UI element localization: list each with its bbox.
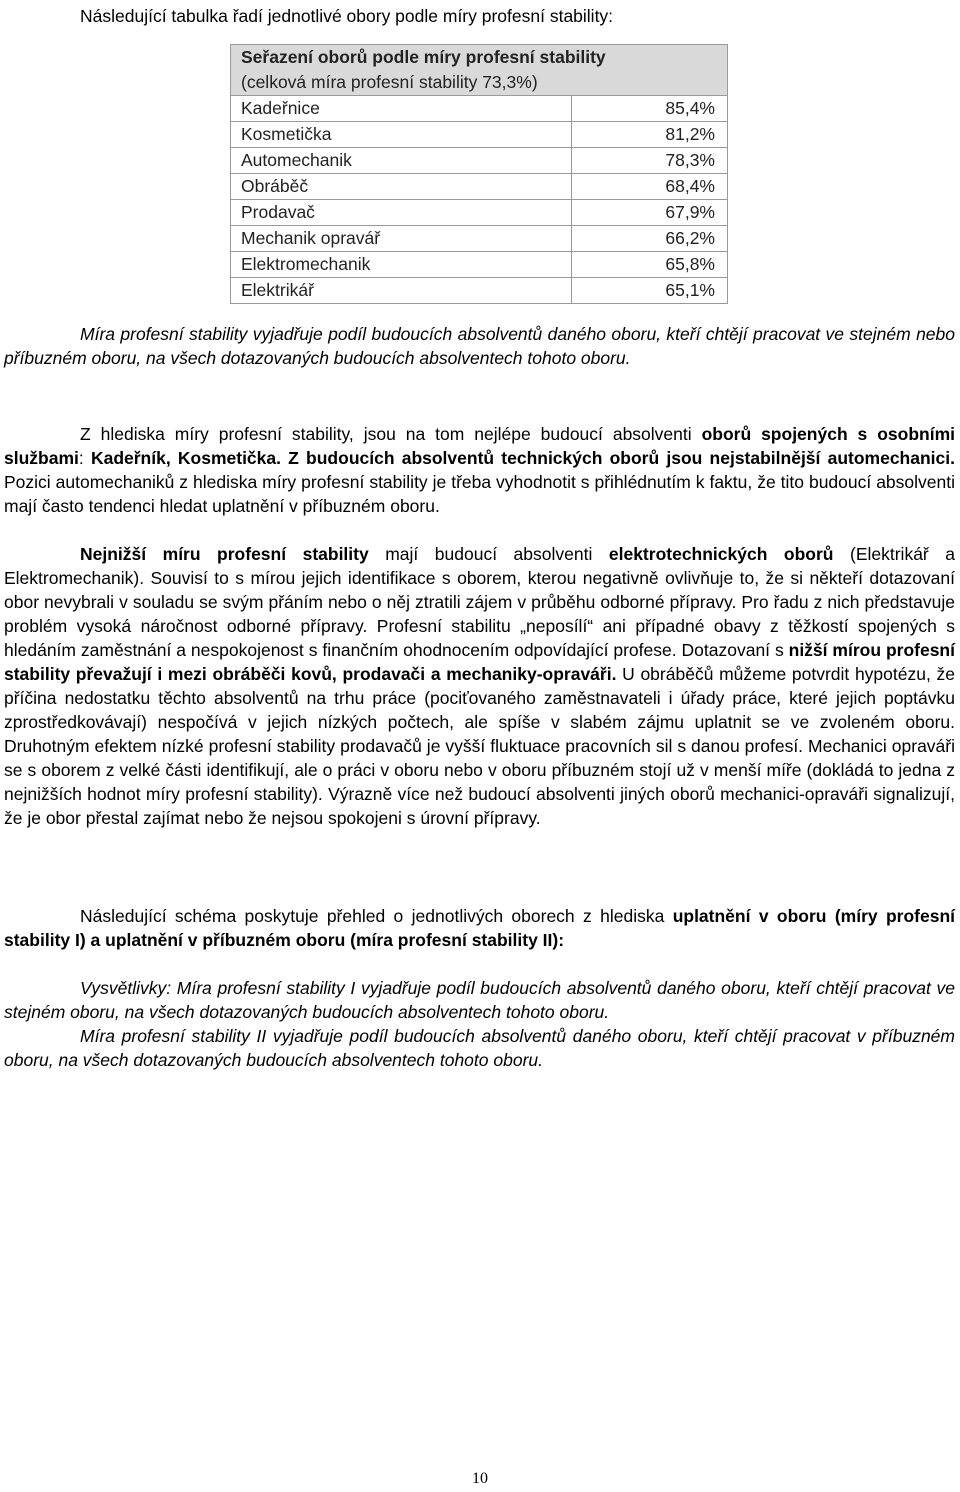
field-name: Elektrikář bbox=[231, 278, 572, 304]
table-row bbox=[231, 174, 728, 200]
stability-table bbox=[230, 44, 728, 304]
table-row bbox=[231, 148, 728, 174]
stability-value: 65,1% bbox=[571, 278, 727, 304]
stability-value: 67,9% bbox=[571, 200, 727, 226]
p2-text-f: U obráběčů můžeme potvrdit hypotézu, že příčina nedostatku těchto absolventů na trhu práce (pociťovaného zaměstnavateli i úřady práce, které jejich poptávku zprostředkovávají) nespočívá v jejich nízkých počtech, ale spíše v slabém zájmu uplatnit se ve zvoleném oboru. Druhotným efektem nízké profesní stability prodavačů je vyšší fluktuace pracovních sil s danou profesí. Mechanici opraváři se s oborem z velké části identifikují, ale o práci v oboru nebo v oboru příbuzném stojí už v menší míře (dokládá to jedna z nejnižších hodnot míry profesní stability). Výrazně více než budoucí absolventi jiných oborů mechanici-opraváři signalizují, že je obor přestal zajímat nebo že nejsou spokojeni s úrovní přípravy. bbox=[4, 664, 955, 828]
p3-bold-b: uplatnění v oboru (míry profesní stability I) a uplatnění v příbuzném oboru (míra profesní stability II): bbox=[4, 906, 955, 950]
table-row bbox=[231, 252, 728, 278]
p2-text-d: (Elektrikář a Elektromechanik). Souvisí to s mírou jejich identifikace s oborem, kterou negativně ovlivňuje to, že si někteří dotazovaní obor nevybrali v souladu se svým přáním nebo o něj ztratili zájem v průběhu odborné přípravy. Pro řadu z nich představuje problém vysoká náročnost odborné přípravy. Profesní stabilitu „neposílí“ ani případné obavy z těžkostí spojených s hledáním zaměstnání a nespokojenost s finančním ohodnocením odpovídající profese. Dotazovaní s bbox=[4, 544, 955, 660]
table-header-row bbox=[231, 45, 728, 71]
p1-text-a: Z hlediska míry profesní stability, jsou na tom nejlépe budoucí absolventi bbox=[80, 424, 702, 444]
table-row bbox=[231, 122, 728, 148]
explanation-2-text: Míra profesní stability II vyjadřuje podíl budoucích absolventů daného oboru, kteří chtějí pracovat v příbuzném oboru, na všech dotazovaných budoucích absolventech tohoto oboru. bbox=[4, 1026, 955, 1070]
p2-bold-c: elektrotechnických oborů bbox=[608, 544, 834, 564]
p3-text-a: Následující schéma poskytuje přehled o jednotlivých oborech z hlediska bbox=[80, 906, 673, 926]
field-name: Obráběč bbox=[231, 174, 572, 200]
field-name: Kosmetička bbox=[231, 122, 572, 148]
explanation-1 bbox=[4, 976, 955, 1024]
paragraph-2 bbox=[4, 542, 955, 830]
paragraph-1 bbox=[4, 422, 955, 518]
field-name: Prodavač bbox=[231, 200, 572, 226]
table-row bbox=[231, 226, 728, 252]
p2-text-b: mají budoucí absolventi bbox=[368, 544, 609, 564]
table-subtitle: (celková míra profesní stability 73,3%) bbox=[231, 70, 728, 96]
table-row bbox=[231, 200, 728, 226]
field-name: Mechanik opravář bbox=[231, 226, 572, 252]
page-number: 10 bbox=[472, 1470, 488, 1487]
stability-value: 85,4% bbox=[571, 96, 727, 122]
p2-bold-a: Nejnižší míru profesní stability bbox=[80, 544, 369, 564]
field-name: Elektromechanik bbox=[231, 252, 572, 278]
explanation-1-text: Vysvětlivky: Míra profesní stability I vyjadřuje podíl budoucích absolventů daného oboru, kteří chtějí pracovat ve stejném oboru, na všech dotazovaných budoucích absolventech tohoto oboru. bbox=[4, 978, 955, 1022]
table-subtitle-row bbox=[231, 70, 728, 96]
field-name: Kadeřnice bbox=[231, 96, 572, 122]
stability-value: 78,3% bbox=[571, 148, 727, 174]
field-name: Automechanik bbox=[231, 148, 572, 174]
p1-text-e: Pozici automechaniků z hlediska míry profesní stability je třeba vyhodnotit s přihlédnutím k faktu, že tito budoucí absolventi mají často tendenci hledat uplatnění v příbuzném oboru. bbox=[4, 472, 955, 516]
table-row bbox=[231, 278, 728, 304]
stability-value: 65,8% bbox=[571, 252, 727, 278]
stability-value: 66,2% bbox=[571, 226, 727, 252]
stability-value: 68,4% bbox=[571, 174, 727, 200]
intro-text: Následující tabulka řadí jednotlivé obory podle míry profesní stability: bbox=[80, 6, 614, 26]
p1-text-c: : bbox=[78, 448, 91, 468]
note-text: Míra profesní stability vyjadřuje podíl budoucích absolventů daného oboru, kteří chtějí pracovat ve stejném nebo příbuzném oboru, na všech dotazovaných budoucích absolventech tohoto oboru. bbox=[4, 324, 955, 368]
p2-bold-e: nižší mírou profesní stability převažují i mezi obráběči kovů, prodavači a mechaniky-opraváři. bbox=[4, 640, 955, 684]
p1-bold-d: Kadeřník, Kosmetička. Z budoucích absolventů technických oborů jsou nejstabilnější automechanici. bbox=[90, 448, 955, 468]
stability-note bbox=[4, 322, 955, 370]
paragraph-3 bbox=[4, 904, 955, 952]
table-row bbox=[231, 96, 728, 122]
stability-value: 81,2% bbox=[571, 122, 727, 148]
table-title: Seřazení oborů podle míry profesní stability bbox=[231, 45, 728, 71]
explanation-2 bbox=[4, 1024, 955, 1072]
p1-bold-b: oborů spojených s osobními službami bbox=[4, 424, 956, 468]
